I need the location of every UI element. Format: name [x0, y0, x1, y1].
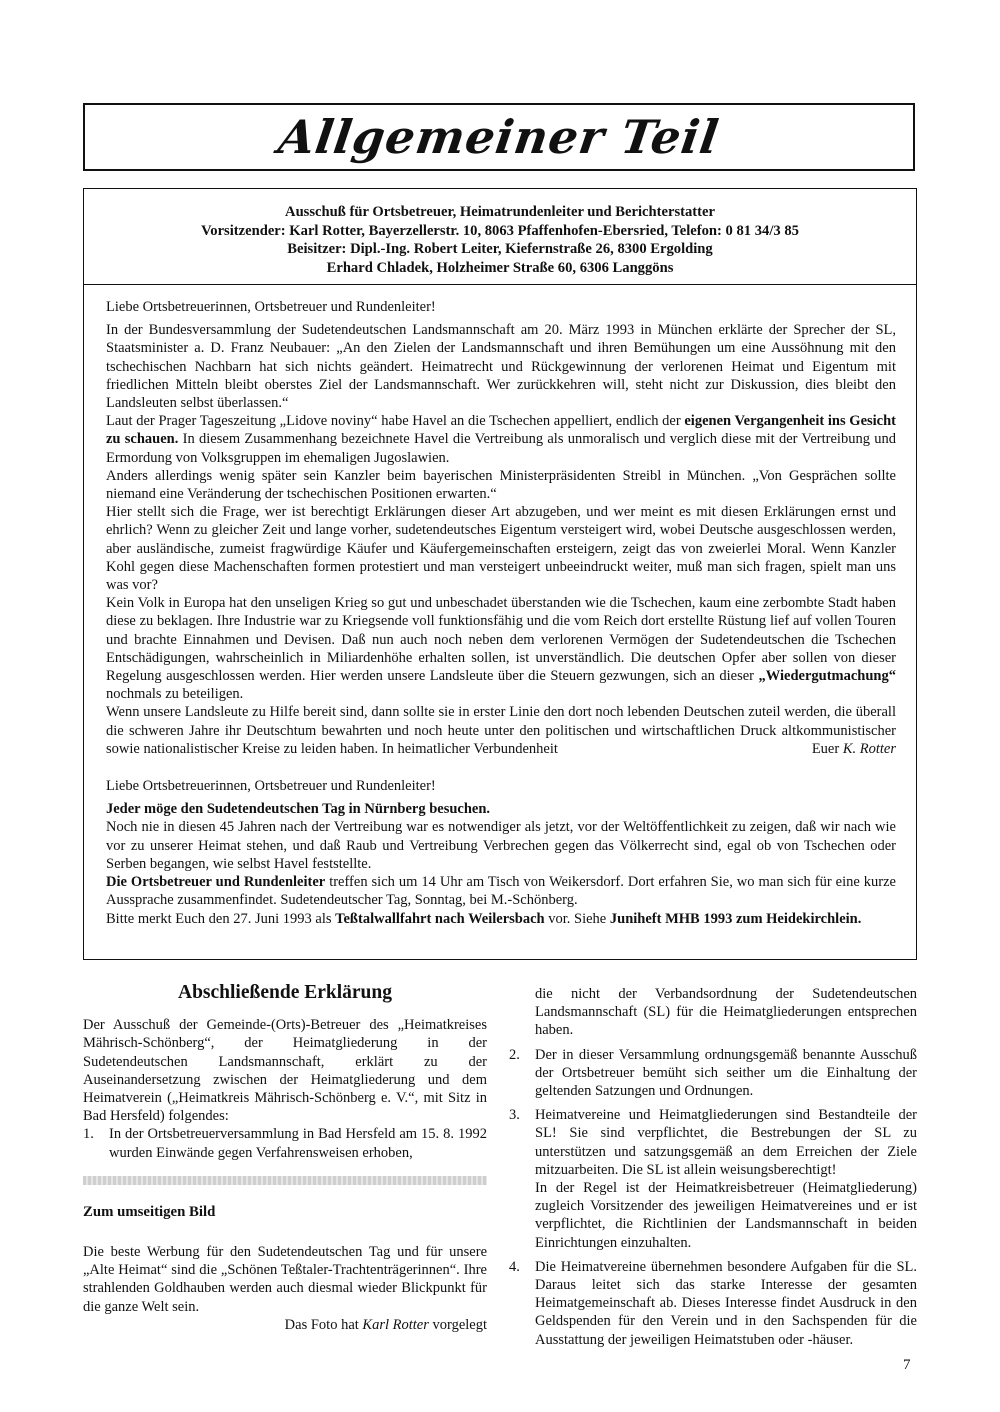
letter-body: [106, 298, 896, 928]
letter1-signature: [812, 740, 896, 758]
item-text: In der Ortsbetreuerversammlung in Bad Hersfeld am 15. 8. 1992 wurden Einwände gegen Verfahrensweisen erhoben,: [109, 1126, 487, 1161]
item-number: 4.: [509, 1258, 520, 1275]
declaration-item-2: [509, 1046, 917, 1101]
letter1-paragraph-6: [106, 703, 896, 758]
letter1-p5-text-a: Kein Volk in Europa hat den unseligen Krieg so gut und unbeschadet überstanden wie die Tschechen, kaum eine zerbombte Stadt haben diese zu beklagen. Ihre Industrie war zu Kriegsende voll funktionsfähig und die vom Reich dort erstellte Rüstung lief auf vollen Touren und brachte Einnahmen und Devisen. Daß nun auch noch neben dem verlorenen Vermögen der Sudetendeutschen die Tschechen Entschädigungen, wahrscheinlich in Miliardenhöhe erhalten sollen, ist unverständlich. Die deutschen Opfer aber sollen von dieser Regelung ausgeschlossen werden. Hier werden unsere Landsleute über die Steuern gezwungen, sich an dieser: [106, 595, 896, 685]
letter1-p6-text: Wenn unsere Landsleute zu Hilfe bereit sind, dann sollte sie in erster Linie den dort noch lebenden Deutschen zuteil werden, die überall die schweren Jahre ihr Deutschtum bewahrten und noch heute unter den politischen und wirtschaftlichen Druck altkommunistischer sowie nationalistischer Kreise zu leiden haben. In heimatlicher Verbundenheit: [106, 704, 896, 757]
section-title-box: [83, 103, 915, 171]
letter2-p3-bold-1: Teßtalwallfahrt nach Weilersbach: [335, 910, 545, 927]
item-text: die nicht der Verbandsordnung der Sudetendeutschen Landsmannschaft (SL) für die Heimatgliederungen entsprechen haben.: [535, 986, 917, 1039]
letter1-p5-text-b: nochmals zu beteiligen.: [106, 686, 244, 703]
grey-separator: [83, 1176, 487, 1185]
item-number: [509, 1179, 535, 1252]
declaration-item-3: [509, 1106, 917, 1179]
item-number: 1.: [83, 1126, 94, 1143]
letter2-p3-text-b: vor. Siehe: [544, 910, 610, 927]
letter2-salutation: Liebe Ortsbetreuerinnen, Ortsbetreuer und Rundenleiter!: [106, 778, 436, 795]
declaration-item-3-continued: [509, 1179, 917, 1252]
committee-line-4: Erhard Chladek, Holzheimer Straße 60, 6306 Langgöns: [326, 259, 674, 276]
letter2-headline: Jeder möge den Sudetendeutschen Tag in Nürnberg besuchen.: [106, 801, 491, 818]
credit-prefix: Das Foto hat: [284, 1316, 363, 1333]
photo-note-text: Die beste Werbung für den Sudetendeutschen Tag und für unsere „Alte Heimat“ sind die „Schönen Teßtaler-Trachtenträgerinnen“. Ihre strahlenden Goldhauben werden auch diesmal wieder Blickpunkt für die ganze Welt sein.: [83, 1244, 487, 1315]
letter2-p3-bold-2: Juniheft MHB 1993 zum Heidekirchlein.: [609, 910, 862, 927]
item-text: In der Regel ist der Heimatkreisbetreuer (Heimatgliederung) zugleich Vorsitzender des jeweiligen Heimatvereines und er ist verpflichtet, die Richtlinien der Landsmannschaft in beiden Einrichtungen einzuhalten.: [535, 1180, 917, 1251]
letter1-paragraph-1: In der Bundesversammlung der Sudetendeutschen Landsmannschaft am 20. März 1993 in München erklärte der Sprecher der SL, Staatsminister a. D. Franz Neubauer: „An den Zielen der Landsmannschaft und ihren Bemühungen um eine Aussöhnung mit den tschechischen Nachbarn hat sich nichts geändert. Heimatrecht und Rückgewinnung der verlorenen Heimat und Eigentum mit friedlichen Mitteln bleibt oberstes Ziel der Landsmannschaft. Wer zurückkehren will, steht nicht zur Diskussion, dies bleibt den Landsleuten selbst überlassen.“: [106, 322, 896, 412]
item-number: 2.: [509, 1046, 520, 1063]
credit-name: Karl Rotter: [362, 1316, 429, 1333]
declaration-heading: Abschließende Erklärung: [178, 982, 392, 1003]
declaration-item-1-continued: [509, 985, 917, 1040]
signature-prefix: Euer: [811, 740, 843, 757]
committee-line-1: Ausschuß für Ortsbetreuer, Heimatrundenleiter und Berichterstatter: [285, 204, 715, 220]
letter1-paragraph-2: [106, 412, 896, 467]
main-content-box: [83, 188, 917, 960]
letter2-paragraph-1: Noch nie in diesen 45 Jahren nach der Vertreibung war es notwendiger als jetzt, vor der Weltöffentlichkeit zu zeigen, daß wir nach wie vor zu unserer Heimat stehen, und daß Raub und Vertreibung Verbrechen gegen das Völkerrecht sind, egal ob von Tschechen oder Serben begangen, wie selbst Havel feststellte.: [106, 819, 896, 872]
committee-line-3: Beisitzer: Dipl.-Ing. Robert Leiter, Kiefernstraße 26, 8300 Ergolding: [287, 241, 713, 257]
letter2-p2-bold: Die Ortsbetreuer und Rundenleiter: [106, 874, 326, 891]
credit-suffix: vorgelegt: [428, 1316, 487, 1333]
letter2-paragraph-2: [106, 873, 896, 909]
letter1-salutation: Liebe Ortsbetreuerinnen, Ortsbetreuer und Rundenleiter!: [106, 299, 436, 315]
letter2-p2-text: treffen sich um 14 Uhr am Tisch von Weikersdorf. Dort erfahren Sie, wo man sich für eine kurze Aussprache zusammenfindet. Sudetendeutscher Tag, Sonntag, bei M.-Schönberg.: [106, 874, 896, 909]
letter2-paragraph-3: [106, 910, 896, 928]
letter1-paragraph-5: [106, 594, 896, 703]
section-title: Allgemeiner Teil: [275, 110, 723, 164]
left-column: [83, 978, 487, 1334]
letter1-p2-text-a: Laut der Prager Tageszeitung „Lidove noviny“ habe Havel an die Tschechen appelliert, endlich der: [106, 413, 685, 430]
committee-header: [84, 189, 916, 285]
letter1-paragraph-4: Hier stellt sich die Frage, wer ist berechtigt Erklärungen dieser Art abzugeben, und wer meint es mit diesen Erklärungen ernst und ehrlich? Wenn zu gleicher Zeit und lange vorher, sudetendeutsches Eigentum versteigert wird, wobei Deutsche ausgeschlossen werden, aber ausländische, zumeist fragwürdige Käufer und Käufergemeinschaften ersteigern, zeigt das von zweierlei Moral. Wenn Kanzler Kohl gegen diese Machenschaften formen protestiert und man versteigert unbeeindruckt weiter, muß man sich fragen, spielt man uns was vor?: [106, 504, 896, 594]
declaration-intro: Der Ausschuß der Gemeinde-(Orts)-Betreuer des „Heimatkreises Mährisch-Schönberg“, der Heimatgliederung in der Sudetendeutschen Landsmannschaft, erklärt zu der Auseinandersetzung zwischen der Heimatgliederung und dem Heimatverein („Heimatkreis Mährisch-Schönberg e. V.“, mit Sitz in Bad Hersfeld) folgendes:: [83, 1017, 487, 1125]
letter1-p2-text-b: In diesem Zusammenhang bezeichnete Havel die Vertreibung als unmoralisch und verglich diese mit der Vertreibung und Ermordung von Volksgruppen im ehemaligen Jugoslawien.: [106, 431, 896, 466]
item-text: Die Heimatvereine übernehmen besondere Aufgaben für die SL. Daraus leitet sich das starke Interesse der gesamten Heimatgemeinschaft ab. Dieses Interesse findet Ausdruck in den Geldspenden für den Verein und in den Sachspenden für die Ausstattung der jeweiligen Heimatstuben oder -häuser.: [535, 1258, 917, 1348]
letter1-paragraph-3: Anders allerdings wenig später sein Kanzler beim bayerischen Ministerpräsidenten Streibl in München. „Von Gesprächen sollte niemand eine Veränderung der tschechischen Positionen erwarten.“: [106, 467, 896, 503]
letter1-p5-bold: „Wiedergutmachung“: [758, 668, 896, 685]
signature-name: K. Rotter: [842, 740, 896, 757]
photo-note-heading: Zum umseitigen Bild: [83, 1203, 216, 1220]
item-number: 3.: [509, 1107, 520, 1124]
committee-line-2: Vorsitzender: Karl Rotter, Bayerzellerstr. 10, 8063 Pfaffenhofen-Ebersried, Telefon: 0 81 34/3 85: [201, 222, 799, 239]
item-number: [509, 985, 535, 1040]
declaration-item-1: [83, 1125, 487, 1161]
letter2-p3-text-a: Bitte merkt Euch den 27. Juni 1993 als: [106, 910, 336, 927]
right-column: [509, 985, 917, 1349]
item-text: Heimatvereine und Heimatgliederungen sind Bestandteile der SL! Sie sind verpflichtet, die Bestrebungen der SL zu unterstützen und satzungsgemäß an dem Erreichen der Ziele mitzuarbeiten. Die SL ist allein weisungsberechtigt!: [535, 1107, 917, 1178]
page-number: 7: [903, 1357, 911, 1373]
item-text: Der in dieser Versammlung ordnungsgemäß benannte Ausschuß der Ortsbetreuer bemüht sich seither um die Einhaltung der geltenden Satzungen und Ordnungen.: [535, 1046, 917, 1100]
photo-credit: [83, 1316, 487, 1334]
letter1-p2-bold: eigenen Vergangenheit ins Gesicht zu schauen.: [106, 413, 896, 448]
declaration-item-4: [509, 1258, 917, 1349]
